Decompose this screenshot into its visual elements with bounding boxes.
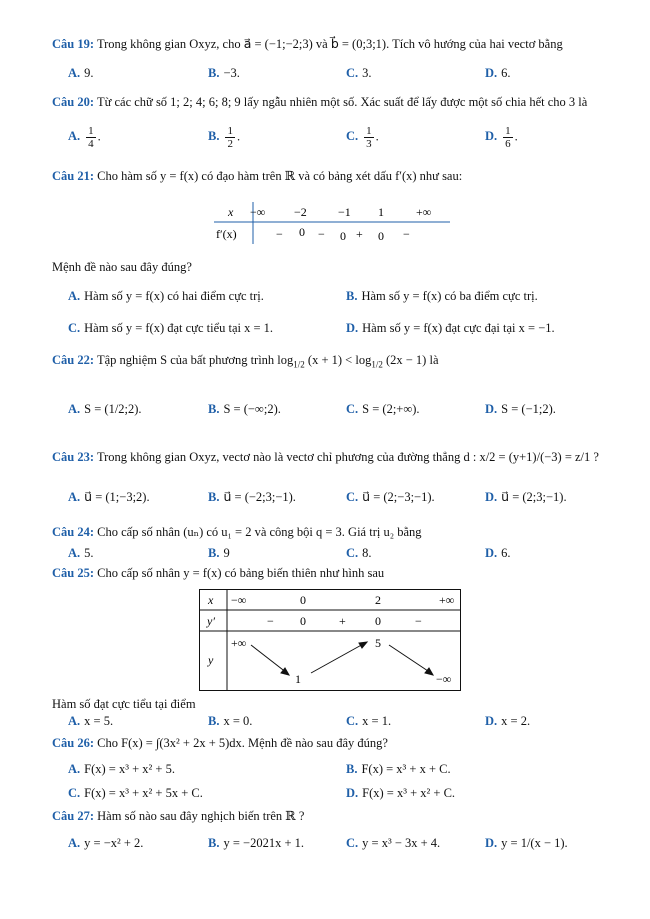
x-value: +∞ <box>439 593 455 607</box>
option-d[interactable]: D. S = (−1;2). <box>485 402 556 416</box>
option-a[interactable]: A. u⃗ = (1;−3;2). <box>68 490 150 504</box>
sign: + <box>356 227 363 241</box>
option-a[interactable]: A. 9. <box>68 66 94 80</box>
sign: 0 <box>378 229 384 243</box>
question-text: Trong không gian Oxyz, vectơ nào là vectơ chỉ phương của đường thẳng d : x/2 = (y+1)/(−3) = z/1 ? <box>96 450 599 464</box>
log-base: 1/2 <box>371 359 383 370</box>
sign: − <box>415 614 422 628</box>
log-base: 1/2 <box>293 359 305 370</box>
option-c[interactable]: C. x = 1. <box>346 714 392 728</box>
option-b[interactable]: B. −3. <box>208 66 240 80</box>
sign: − <box>267 614 274 628</box>
question-stem: Hàm số đạt cực tiểu tại điểm <box>52 697 196 711</box>
question-number: Câu 26: <box>52 736 95 750</box>
question-text: Cho cấp số nhân y = f(x) có bảng biến thiên như hình sau <box>97 566 385 580</box>
question-21 <box>52 168 612 184</box>
table-y-label: y <box>208 653 214 667</box>
option-d[interactable]: D. y = 1/(x − 1). <box>485 836 568 850</box>
option-b[interactable]: B. y = −2021x + 1. <box>208 836 304 850</box>
question-number: Câu 24: <box>52 525 95 539</box>
question-number: Câu 22: <box>52 353 95 367</box>
variation-table <box>199 589 462 692</box>
option-d[interactable]: D. $\frac{1}{6}$ . <box>485 125 518 150</box>
option-d[interactable]: D. u⃗ = (2;3;−1). <box>485 490 567 504</box>
option-c[interactable]: C. $\frac{1}{3}$ . <box>346 125 379 150</box>
option-d[interactable]: D. 6. <box>485 546 511 560</box>
question-text: Cho hàm số y = f(x) có đạo hàm trên ℝ và có bảng xét dấu f′(x) như sau: <box>97 169 463 183</box>
option-c[interactable]: C. 3. <box>346 66 372 80</box>
option-b[interactable]: B. $\frac{1}{2}$ . <box>208 125 241 150</box>
arrow-decreasing <box>251 645 289 675</box>
x-value: −∞ <box>250 205 266 219</box>
option-a[interactable]: A. x = 5. <box>68 714 114 728</box>
question-text: Cho F(x) = ∫(3x² + 2x + 5)dx. Mệnh đề nào sau đây đúng? <box>97 736 388 750</box>
question-text: Trong không gian Oxyz, cho a⃗ = (−1;−2;3) và b⃗ = (0;3;1). Tích vô hướng của hai vectơ bằng <box>96 37 563 51</box>
question-number: Câu 19: <box>52 37 95 51</box>
sign: 0 <box>375 614 381 628</box>
question-22: Câu 22: Tập nghiệm S của bất phương trình $\log_{1/2} (x + 1) < \log_{1/2} (2x - 1)$ là <box>52 353 439 370</box>
x-value: 0 <box>300 593 306 607</box>
option-d[interactable]: D. F(x) = x³ + x² + C. <box>346 786 456 800</box>
sign: 0 <box>340 229 346 243</box>
question-number: Câu 23: <box>52 450 95 464</box>
y-value: −∞ <box>436 672 452 686</box>
option-a[interactable]: A. S = (1/2;2). <box>68 402 142 416</box>
question-23 <box>52 450 612 465</box>
question-text: Cho cấp số nhân (uₙ) có u₁ = 2 và công bội q = 3. Giá trị u₂ bằng <box>97 525 422 539</box>
y-value: 1 <box>295 672 301 686</box>
option-b[interactable]: B. x = 0. <box>208 714 253 728</box>
y-value: +∞ <box>231 636 247 650</box>
x-value: +∞ <box>416 205 432 219</box>
arrow-increasing <box>311 642 367 673</box>
sign: 0 <box>300 614 306 628</box>
option-c[interactable]: C. 8. <box>346 546 372 560</box>
question-text: Hàm số nào sau đây nghịch biến trên ℝ ? <box>97 809 305 823</box>
option-b[interactable]: B. u⃗ = (−2;3;−1). <box>208 490 296 504</box>
option-a[interactable]: A. $\frac{1}{4}$ . <box>68 125 101 150</box>
x-value: −1 <box>338 205 351 219</box>
option-b[interactable]: B. 9 <box>208 546 230 560</box>
question-26 <box>52 736 612 751</box>
question-text: Tập nghiệm S của bất phương trình log <box>96 353 294 367</box>
option-b[interactable]: B. S = (−∞;2). <box>208 402 281 416</box>
question-number: Câu 20: <box>52 95 95 109</box>
question-number: Câu 25: <box>52 566 95 580</box>
question-24 <box>52 524 612 540</box>
option-d[interactable]: D. x = 2. <box>485 714 531 728</box>
option-a[interactable]: A. y = −x² + 2. <box>68 836 144 850</box>
question-number: Câu 27: <box>52 809 95 823</box>
x-value: −2 <box>294 205 307 219</box>
question-25 <box>52 566 612 581</box>
option-a[interactable]: A. 5. <box>68 546 94 560</box>
sign: − <box>318 227 325 241</box>
table-fprime-label: f′(x) <box>216 227 237 241</box>
x-value: 1 <box>378 205 384 219</box>
option-c[interactable]: C. S = (2;+∞). <box>346 402 420 416</box>
question-27 <box>52 808 612 824</box>
option-a[interactable]: A. F(x) = x³ + x² + 5. <box>68 762 175 776</box>
option-d[interactable]: D. Hàm số y = f(x) đạt cực đại tại x = −1. <box>346 321 555 335</box>
y-value: 5 <box>375 636 381 650</box>
sign-table <box>210 200 455 250</box>
option-c[interactable]: C. F(x) = x³ + x² + 5x + C. <box>68 786 203 800</box>
option-c[interactable]: C. y = x³ − 3x + 4. <box>346 836 441 850</box>
question-stem: Mệnh đề nào sau đây đúng? <box>52 260 192 274</box>
question-number: Câu 21: <box>52 169 95 183</box>
option-c[interactable]: C. u⃗ = (2;−3;−1). <box>346 490 435 504</box>
sign: + <box>339 614 346 628</box>
x-value: −∞ <box>231 593 247 607</box>
arrow-decreasing <box>389 645 433 675</box>
option-c[interactable]: C. Hàm số y = f(x) đạt cực tiểu tại x = 1. <box>68 321 274 335</box>
sign: − <box>403 227 410 241</box>
x-value: 2 <box>375 593 381 607</box>
question-text: Từ các chữ số 1; 2; 4; 6; 8; 9 lấy ngẫu nhiên một số. Xác suất để lấy được một số chia hết cho 3 là <box>96 95 588 109</box>
question-19 <box>52 36 612 52</box>
question-20 <box>52 95 612 110</box>
table-yprime-label: y′ <box>207 614 215 628</box>
sign: − <box>276 227 283 241</box>
table-x-label: x <box>228 205 234 219</box>
option-b[interactable]: B. Hàm số y = f(x) có ba điểm cực trị. <box>346 289 538 303</box>
table-x-label: x <box>208 593 214 607</box>
sign: 0 <box>299 225 305 239</box>
option-a[interactable]: A. Hàm số y = f(x) có hai điểm cực trị. <box>68 289 264 303</box>
option-d[interactable]: D. 6. <box>485 66 511 80</box>
option-b[interactable]: B. F(x) = x³ + x + C. <box>346 762 451 776</box>
